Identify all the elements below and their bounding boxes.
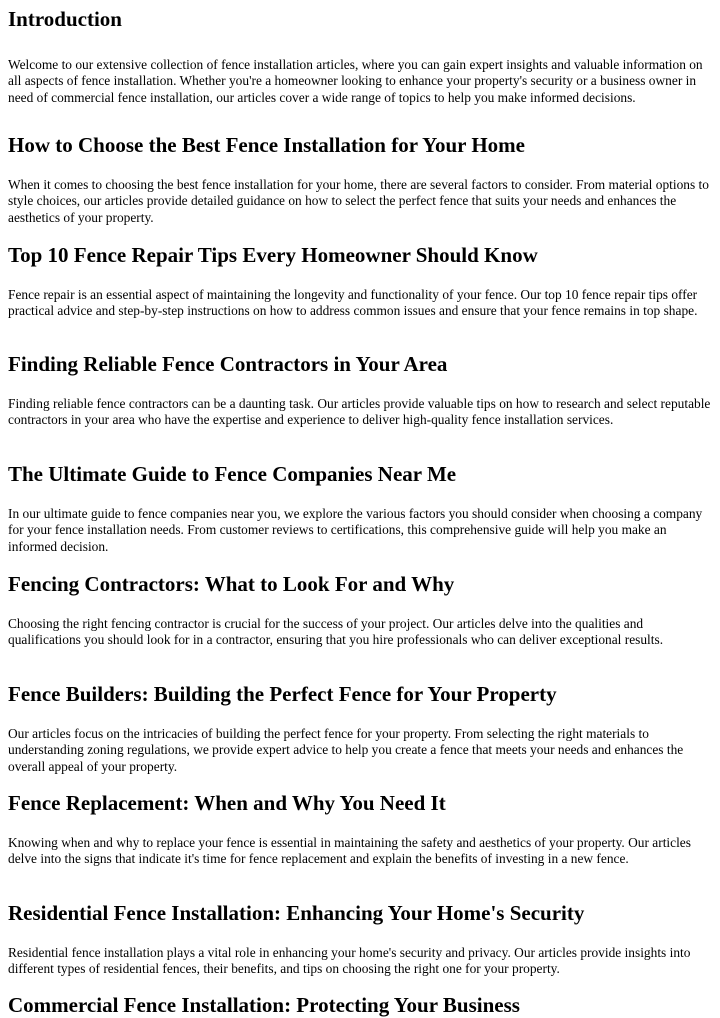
section-fence-replacement xyxy=(8,791,714,868)
section-heading: The Ultimate Guide to Fence Companies Near Me xyxy=(8,462,457,486)
section-body: Welcome to our extensive collection of fence installation articles, where you can gain expert insights and valuable information on all aspects of fence installation. Whether you're a homeowner looking to enhance your property's security or a business owner in need of commercial fence installation, our articles cover a wide range of topics to help you make informed decisions. xyxy=(8,57,703,105)
section-heading: Top 10 Fence Repair Tips Every Homeowner Should Know xyxy=(8,243,538,267)
section-choose-best-fence xyxy=(8,133,714,226)
section-heading: Residential Fence Installation: Enhancing Your Home's Security xyxy=(8,901,585,925)
section-heading: Fencing Contractors: What to Look For and Why xyxy=(8,572,455,596)
section-fencing-contractors xyxy=(8,572,714,649)
section-introduction xyxy=(8,7,714,106)
section-heading: Commercial Fence Installation: Protecting Your Business xyxy=(8,993,520,1017)
section-commercial-installation xyxy=(8,993,714,1017)
section-heading: Fence Builders: Building the Perfect Fence for Your Property xyxy=(8,682,557,706)
section-body: Our articles focus on the intricacies of building the perfect fence for your property. From selecting the right materials to understanding zoning regulations, we provide expert advice to help you create a fence that meets your needs and enhances the overall appeal of your property. xyxy=(8,726,684,774)
section-body: Knowing when and why to replace your fence is essential in maintaining the safety and aesthetics of your property. Our articles delve into the signs that indicate it's time for fence replacement and explain the benefits of investing in a new fence. xyxy=(8,835,691,867)
section-reliable-contractors xyxy=(8,352,714,429)
section-heading: Finding Reliable Fence Contractors in Your Area xyxy=(8,352,448,376)
section-body: Residential fence installation plays a vital role in enhancing your home's security and privacy. Our articles provide insights into different types of residential fences, their benefits, and tips on choosing the right one for your property. xyxy=(8,945,691,977)
section-fence-repair-tips xyxy=(8,243,714,320)
section-fence-builders xyxy=(8,682,714,775)
section-heading: How to Choose the Best Fence Installation for Your Home xyxy=(8,133,525,157)
section-residential-installation xyxy=(8,901,714,978)
section-body: In our ultimate guide to fence companies near you, we explore the various factors you should consider when choosing a company for your fence installation needs. From customer reviews to certifications, this comprehensive guide will help you make an informed decision. xyxy=(8,506,703,554)
section-body: Choosing the right fencing contractor is crucial for the success of your project. Our articles delve into the qualities and qualifications you should look for in a contractor, ensuring that you hire professionals who can deliver exceptional results. xyxy=(8,616,664,648)
section-body: When it comes to choosing the best fence installation for your home, there are several factors to consider. From material options to style choices, our articles provide detailed guidance on how to select the perfect fence that suits your needs and enhances the aesthetics of your property. xyxy=(8,177,709,225)
section-heading: Introduction xyxy=(8,7,122,31)
section-fence-companies-guide xyxy=(8,462,714,555)
section-body: Fence repair is an essential aspect of maintaining the longevity and functionality of your fence. Our top 10 fence repair tips offer practical advice and step-by-step instructions on how to address common issues and ensure that your fence remains in top shape. xyxy=(8,287,698,319)
section-body: Finding reliable fence contractors can be a daunting task. Our articles provide valuable tips on how to research and select reputable contractors in your area who have the expertise and experience to deliver high-quality fence installation services. xyxy=(8,396,711,428)
section-heading: Fence Replacement: When and Why You Need It xyxy=(8,791,446,815)
